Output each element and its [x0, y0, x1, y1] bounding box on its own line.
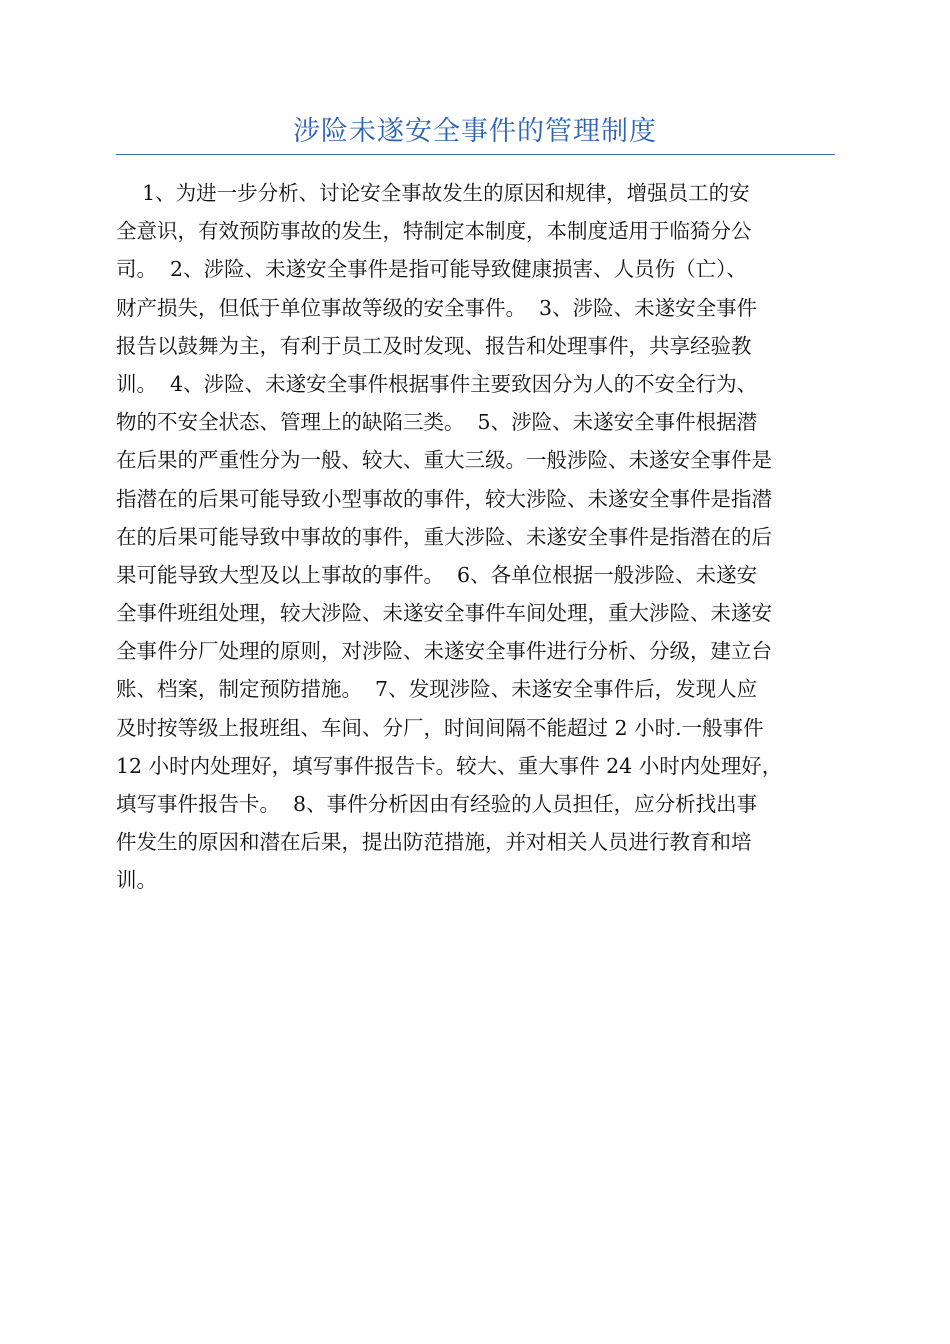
text-line: 及时按等级上报班组、车间、分厂，时间间隔不能超过 2 小时.一般事件 — [116, 715, 764, 740]
text-line: 财产损失，但低于单位事故等级的安全事件。 3、涉险、未遂安全事件 — [116, 295, 758, 320]
text-line: 12 小时内处理好，填写事件报告卡。较大、重大事件 24 小时内处理好， — [116, 753, 783, 778]
text-line: 报告以鼓舞为主，有利于员工及时发现、报告和处理事件，共享经验教 — [116, 333, 752, 358]
text-line: 训。 — [116, 868, 157, 893]
text-line: 训。 4、涉险、未遂安全事件根据事件主要致因分为人的不安全行为、 — [116, 371, 758, 396]
text-line: 在的后果可能导致中事故的事件，重大涉险、未遂安全事件是指潜在的后 — [116, 524, 772, 549]
text-line: 全意识，有效预防事故的发生，特制定本制度，本制度适用于临猗分公 — [116, 219, 752, 244]
document-title: 涉险未遂安全事件的管理制度 — [293, 116, 657, 147]
text-line: 物的不安全状态、管理上的缺陷三类。 5、涉险、未遂安全事件根据潜 — [116, 410, 758, 435]
text-line: 账、档案，制定预防措施。 7、发现涉险、未遂安全事件后，发现人应 — [116, 677, 758, 702]
text-line: 在后果的严重性分为一般、较大、重大三级。一般涉险、未遂安全事件是 — [116, 448, 772, 473]
title-underline — [116, 154, 835, 155]
text-line: 指潜在的后果可能导致小型事故的事件，较大涉险、未遂安全事件是指潜 — [116, 486, 772, 511]
text-line: 1、为进一步分析、讨论安全事故发生的原因和规律，增强员工的安 — [116, 181, 750, 205]
text-line: 司。 2、涉险、未遂安全事件是指可能导致健康损害、人员伤（亡）、 — [116, 257, 747, 282]
text-line: 填写事件报告卡。 8、事件分析因由有经验的人员担任，应分析找出事 — [116, 792, 758, 816]
text-line: 全事件班组处理，较大涉险、未遂安全事件车间处理，重大涉险、未遂安 — [116, 601, 772, 626]
text-line: 全事件分厂处理的原则，对涉险、未遂安全事件进行分析、分级，建立台 — [116, 639, 772, 664]
text-line: 果可能导致大型及以上事故的事件。 6、各单位根据一般涉险、未遂安 — [116, 562, 758, 587]
body-paragraph — [116, 174, 834, 900]
text-line: 件发生的原因和潜在后果，提出防范措施，并对相关人员进行教育和培 — [116, 830, 752, 855]
